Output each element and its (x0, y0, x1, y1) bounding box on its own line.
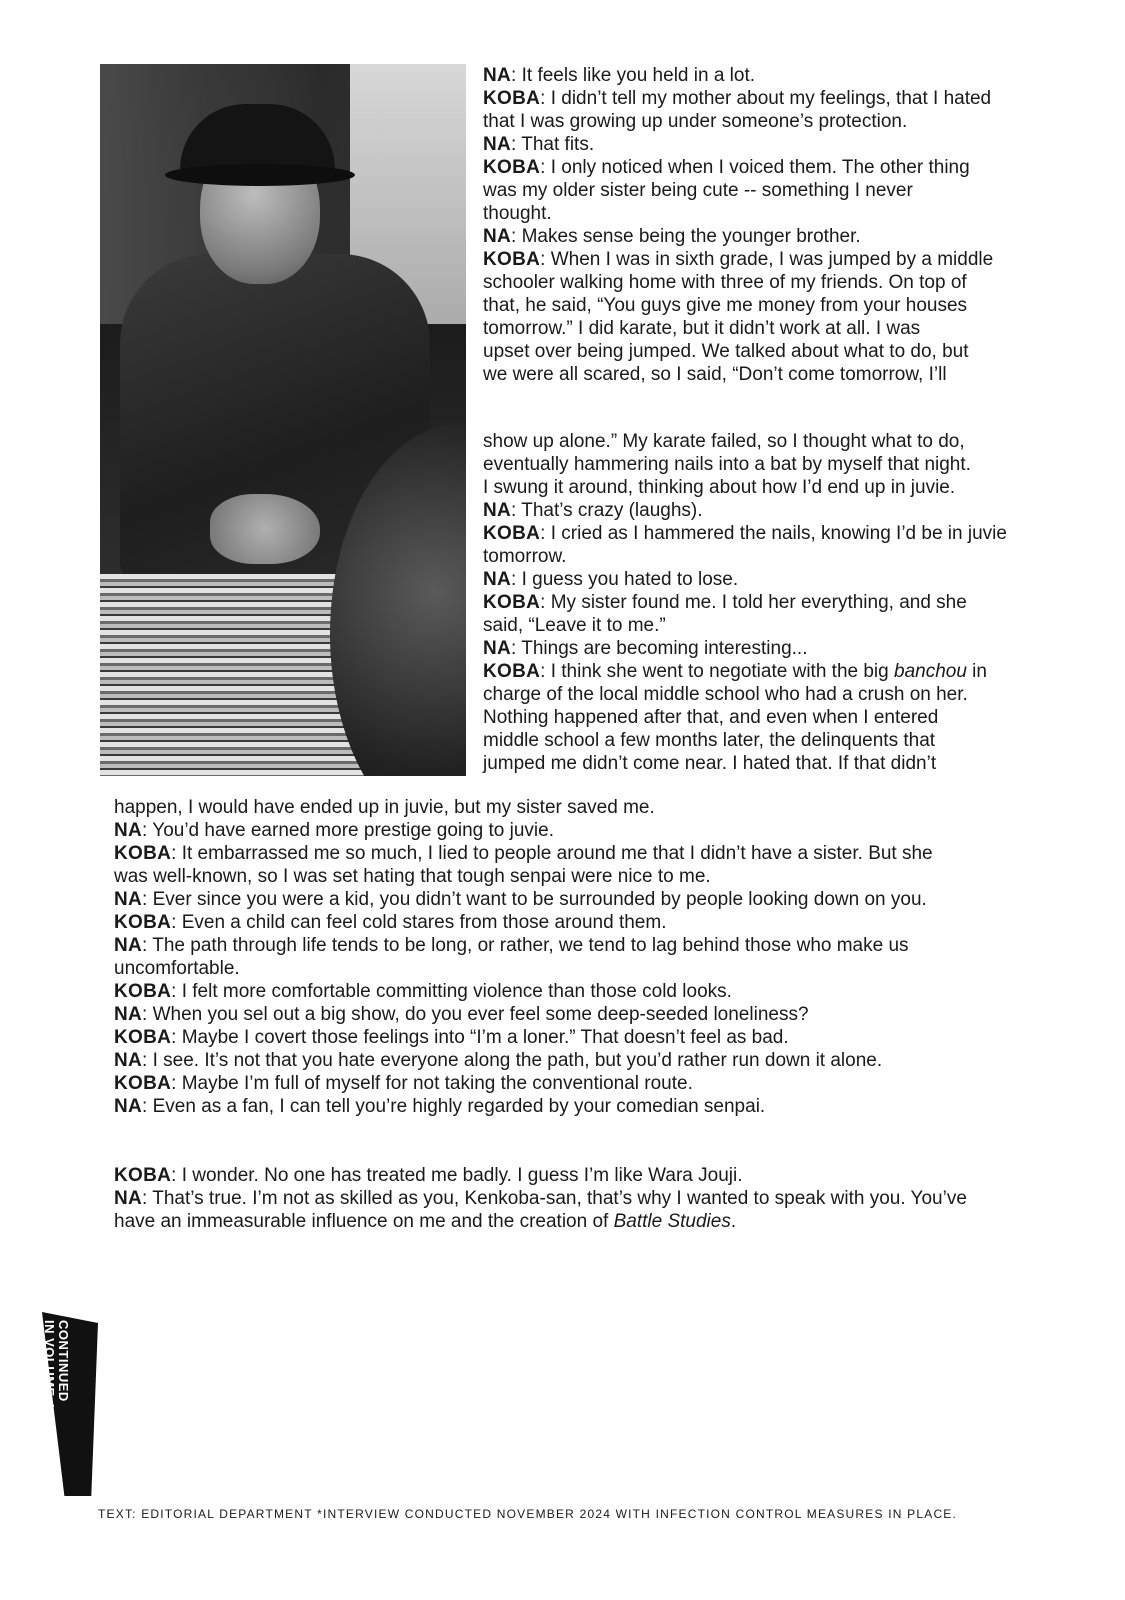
dialogue-line (483, 660, 1043, 683)
dialogue-text: : I see. It’s not that you hate everyone along the path, but you’d rather run down it alone. (142, 1050, 883, 1071)
dialogue-line (483, 522, 1043, 545)
italic-title: banchou (894, 661, 967, 682)
speaker-label: NA (483, 638, 512, 659)
dialogue-line (114, 1003, 1044, 1026)
dialogue-line (114, 1095, 1044, 1118)
dialogue-text: : I cried as I hammered the nails, knowing I’d be in juvie (540, 523, 1007, 544)
dialogue-line (114, 1026, 1044, 1049)
dialogue-line (114, 888, 1044, 911)
dialogue-line (114, 842, 1044, 865)
dialogue-line (114, 1049, 1044, 1072)
dialogue-line (483, 453, 1043, 476)
banner-line-2: IN VOLUME 44!! (42, 1320, 57, 1426)
dialogue-text: : Maybe I covert those feelings into “I’m a loner.” That doesn’t feel as bad. (171, 1027, 789, 1048)
dialogue-text: : The path through life tends to be long, or rather, we tend to lag behind those who make us (142, 935, 909, 956)
dialogue-text: I swung it around, thinking about how I’d end up in juvie. (483, 477, 956, 498)
dialogue-line (114, 1164, 1054, 1187)
italic-title: Battle Studies (613, 1211, 731, 1232)
dialogue-text: : That’s crazy (laughs). (511, 500, 703, 521)
dialogue-text: uncomfortable. (114, 958, 240, 979)
dialogue-text: charge of the local middle school who had a crush on her. (483, 684, 968, 705)
interview-photo (100, 64, 466, 776)
dialogue-line (483, 317, 1043, 340)
dialogue-text: show up alone.” My karate failed, so I thought what to do, (483, 431, 965, 452)
dialogue-line (483, 340, 1043, 363)
dialogue-line (483, 545, 1043, 568)
dialogue-text: : That fits. (511, 134, 595, 155)
speaker-label: NA (483, 569, 512, 590)
dialogue-text: upset over being jumped. We talked about what to do, but (483, 341, 969, 362)
dialogue-line (114, 911, 1044, 934)
dialogue-line (483, 568, 1043, 591)
dialogue-text: eventually hammering nails into a bat by myself that night. (483, 454, 971, 475)
continued-banner-text (42, 1320, 70, 1426)
dialogue-text: happen, I would have ended up in juvie, but my sister saved me. (114, 797, 655, 818)
dialogue-line (483, 248, 1043, 271)
dialogue-line (483, 225, 1043, 248)
speaker-label: KOBA (483, 88, 541, 109)
dialogue-text: : I wonder. No one has treated me badly. I guess I’m like Wara Jouji. (171, 1165, 743, 1186)
dialogue-line (483, 271, 1043, 294)
speaker-label: NA (483, 500, 512, 521)
dialogue-line (483, 363, 1043, 386)
dialogue-text: : Even as a fan, I can tell you’re highly regarded by your comedian senpai. (142, 1096, 766, 1117)
dialogue-line (483, 294, 1043, 317)
dialogue-line (114, 934, 1044, 957)
dialogue-line (114, 980, 1044, 1003)
dialogue-text: : It embarrassed me so much, I lied to people around me that I didn’t have a sister. But she (171, 843, 933, 864)
speaker-label: NA (114, 935, 143, 956)
interview-column-bottom (483, 430, 1043, 775)
dialogue-text: : Ever since you were a kid, you didn’t want to be surrounded by people looking down on you. (142, 889, 927, 910)
dialogue-text: : Makes sense being the younger brother. (511, 226, 861, 247)
speaker-label: KOBA (114, 912, 172, 933)
dialogue-text: : I guess you hated to lose. (511, 569, 739, 590)
dialogue-text: : Maybe I’m full of myself for not taking the conventional route. (171, 1073, 693, 1094)
dialogue-text: schooler walking home with three of my friends. On top of (483, 272, 967, 293)
speaker-label: KOBA (114, 1027, 172, 1048)
dialogue-text: thought. (483, 203, 552, 224)
dialogue-text: that I was growing up under someone’s protection. (483, 111, 908, 132)
interview-closing (114, 1164, 1054, 1233)
speaker-label: NA (483, 226, 512, 247)
dialogue-text: : I felt more comfortable committing violence than those cold looks. (171, 981, 732, 1002)
dialogue-line (483, 64, 1043, 87)
dialogue-text: : When you sel out a big show, do you ever feel some deep-seeded loneliness? (142, 1004, 809, 1025)
speaker-label: KOBA (483, 249, 541, 270)
dialogue-line (483, 683, 1043, 706)
speaker-label: NA (114, 1096, 143, 1117)
dialogue-line (483, 637, 1043, 660)
interview-full-width (114, 796, 1044, 1118)
dialogue-line (483, 133, 1043, 156)
speaker-label: NA (483, 65, 512, 86)
dialogue-text: was my older sister being cute -- something I never (483, 180, 913, 201)
speaker-label: KOBA (483, 661, 541, 682)
dialogue-line (114, 1210, 1054, 1233)
dialogue-line (483, 110, 1043, 133)
dialogue-line (114, 1072, 1044, 1095)
speaker-label: NA (114, 820, 143, 841)
dialogue-text: said, “Leave it to me.” (483, 615, 666, 636)
dialogue-line (114, 1187, 1054, 1210)
dialogue-text: : Things are becoming interesting... (511, 638, 808, 659)
footer-credit: TEXT: EDITORIAL DEPARTMENT *INTERVIEW CONDUCTED NOVEMBER 2024 WITH INFECTION CONTROL MEASURES IN PLACE. (98, 1507, 958, 1521)
dialogue-text: : I didn’t tell my mother about my feelings, that I hated (540, 88, 992, 109)
dialogue-text: : That’s true. I’m not as skilled as you, Kenkoba-san, that’s why I wanted to speak with you. You’ve (142, 1188, 967, 1209)
dialogue-line (483, 706, 1043, 729)
dialogue-text: : I only noticed when I voiced them. The other thing (540, 157, 970, 178)
speaker-label: NA (114, 889, 143, 910)
speaker-label: KOBA (483, 592, 541, 613)
speaker-label: NA (483, 134, 512, 155)
speaker-label: KOBA (483, 523, 541, 544)
dialogue-line (483, 499, 1043, 522)
dialogue-text: that, he said, “You guys give me money from your houses (483, 295, 968, 316)
speaker-label: KOBA (483, 157, 541, 178)
interview-column-top (483, 64, 1043, 386)
dialogue-text: jumped me didn’t come near. I hated that. If that didn’t (483, 753, 937, 774)
dialogue-line (483, 729, 1043, 752)
dialogue-line (483, 87, 1043, 110)
dialogue-line (483, 430, 1043, 453)
dialogue-line (114, 957, 1044, 980)
speaker-label: KOBA (114, 843, 172, 864)
dialogue-text: : When I was in sixth grade, I was jumped by a middle (540, 249, 994, 270)
dialogue-line (483, 614, 1043, 637)
dialogue-text: : My sister found me. I told her everything, and she (540, 592, 967, 613)
dialogue-text: we were all scared, so I said, “Don’t come tomorrow, I’ll (483, 364, 947, 385)
dialogue-text: tomorrow.” I did karate, but it didn’t work at all. I was (483, 318, 921, 339)
speaker-label: KOBA (114, 1165, 172, 1186)
dialogue-text: : I think she went to negotiate with the big (540, 661, 894, 682)
dialogue-text-tail: in (966, 661, 987, 682)
banner-line-1: CONTINUED (56, 1320, 71, 1402)
dialogue-line (483, 202, 1043, 225)
speaker-label: KOBA (114, 981, 172, 1002)
dialogue-line (483, 156, 1043, 179)
speaker-label: KOBA (114, 1073, 172, 1094)
dialogue-text: have an immeasurable influence on me and the creation of (114, 1211, 614, 1232)
dialogue-text-tail: . (730, 1211, 737, 1232)
dialogue-text: : It feels like you held in a lot. (511, 65, 756, 86)
dialogue-line (114, 819, 1044, 842)
dialogue-line (483, 476, 1043, 499)
dialogue-line (483, 752, 1043, 775)
dialogue-text: middle school a few months later, the delinquents that (483, 730, 936, 751)
dialogue-line (483, 591, 1043, 614)
dialogue-text: : Even a child can feel cold stares from those around them. (171, 912, 667, 933)
dialogue-line (114, 865, 1044, 888)
dialogue-line (114, 796, 1044, 819)
dialogue-text: was well-known, so I was set hating that tough senpai were nice to me. (114, 866, 711, 887)
speaker-label: NA (114, 1050, 143, 1071)
speaker-label: NA (114, 1004, 143, 1025)
dialogue-text: Nothing happened after that, and even when I entered (483, 707, 939, 728)
dialogue-text: tomorrow. (483, 546, 567, 567)
dialogue-text: : You’d have earned more prestige going to juvie. (142, 820, 554, 841)
dialogue-line (483, 179, 1043, 202)
speaker-label: NA (114, 1188, 143, 1209)
